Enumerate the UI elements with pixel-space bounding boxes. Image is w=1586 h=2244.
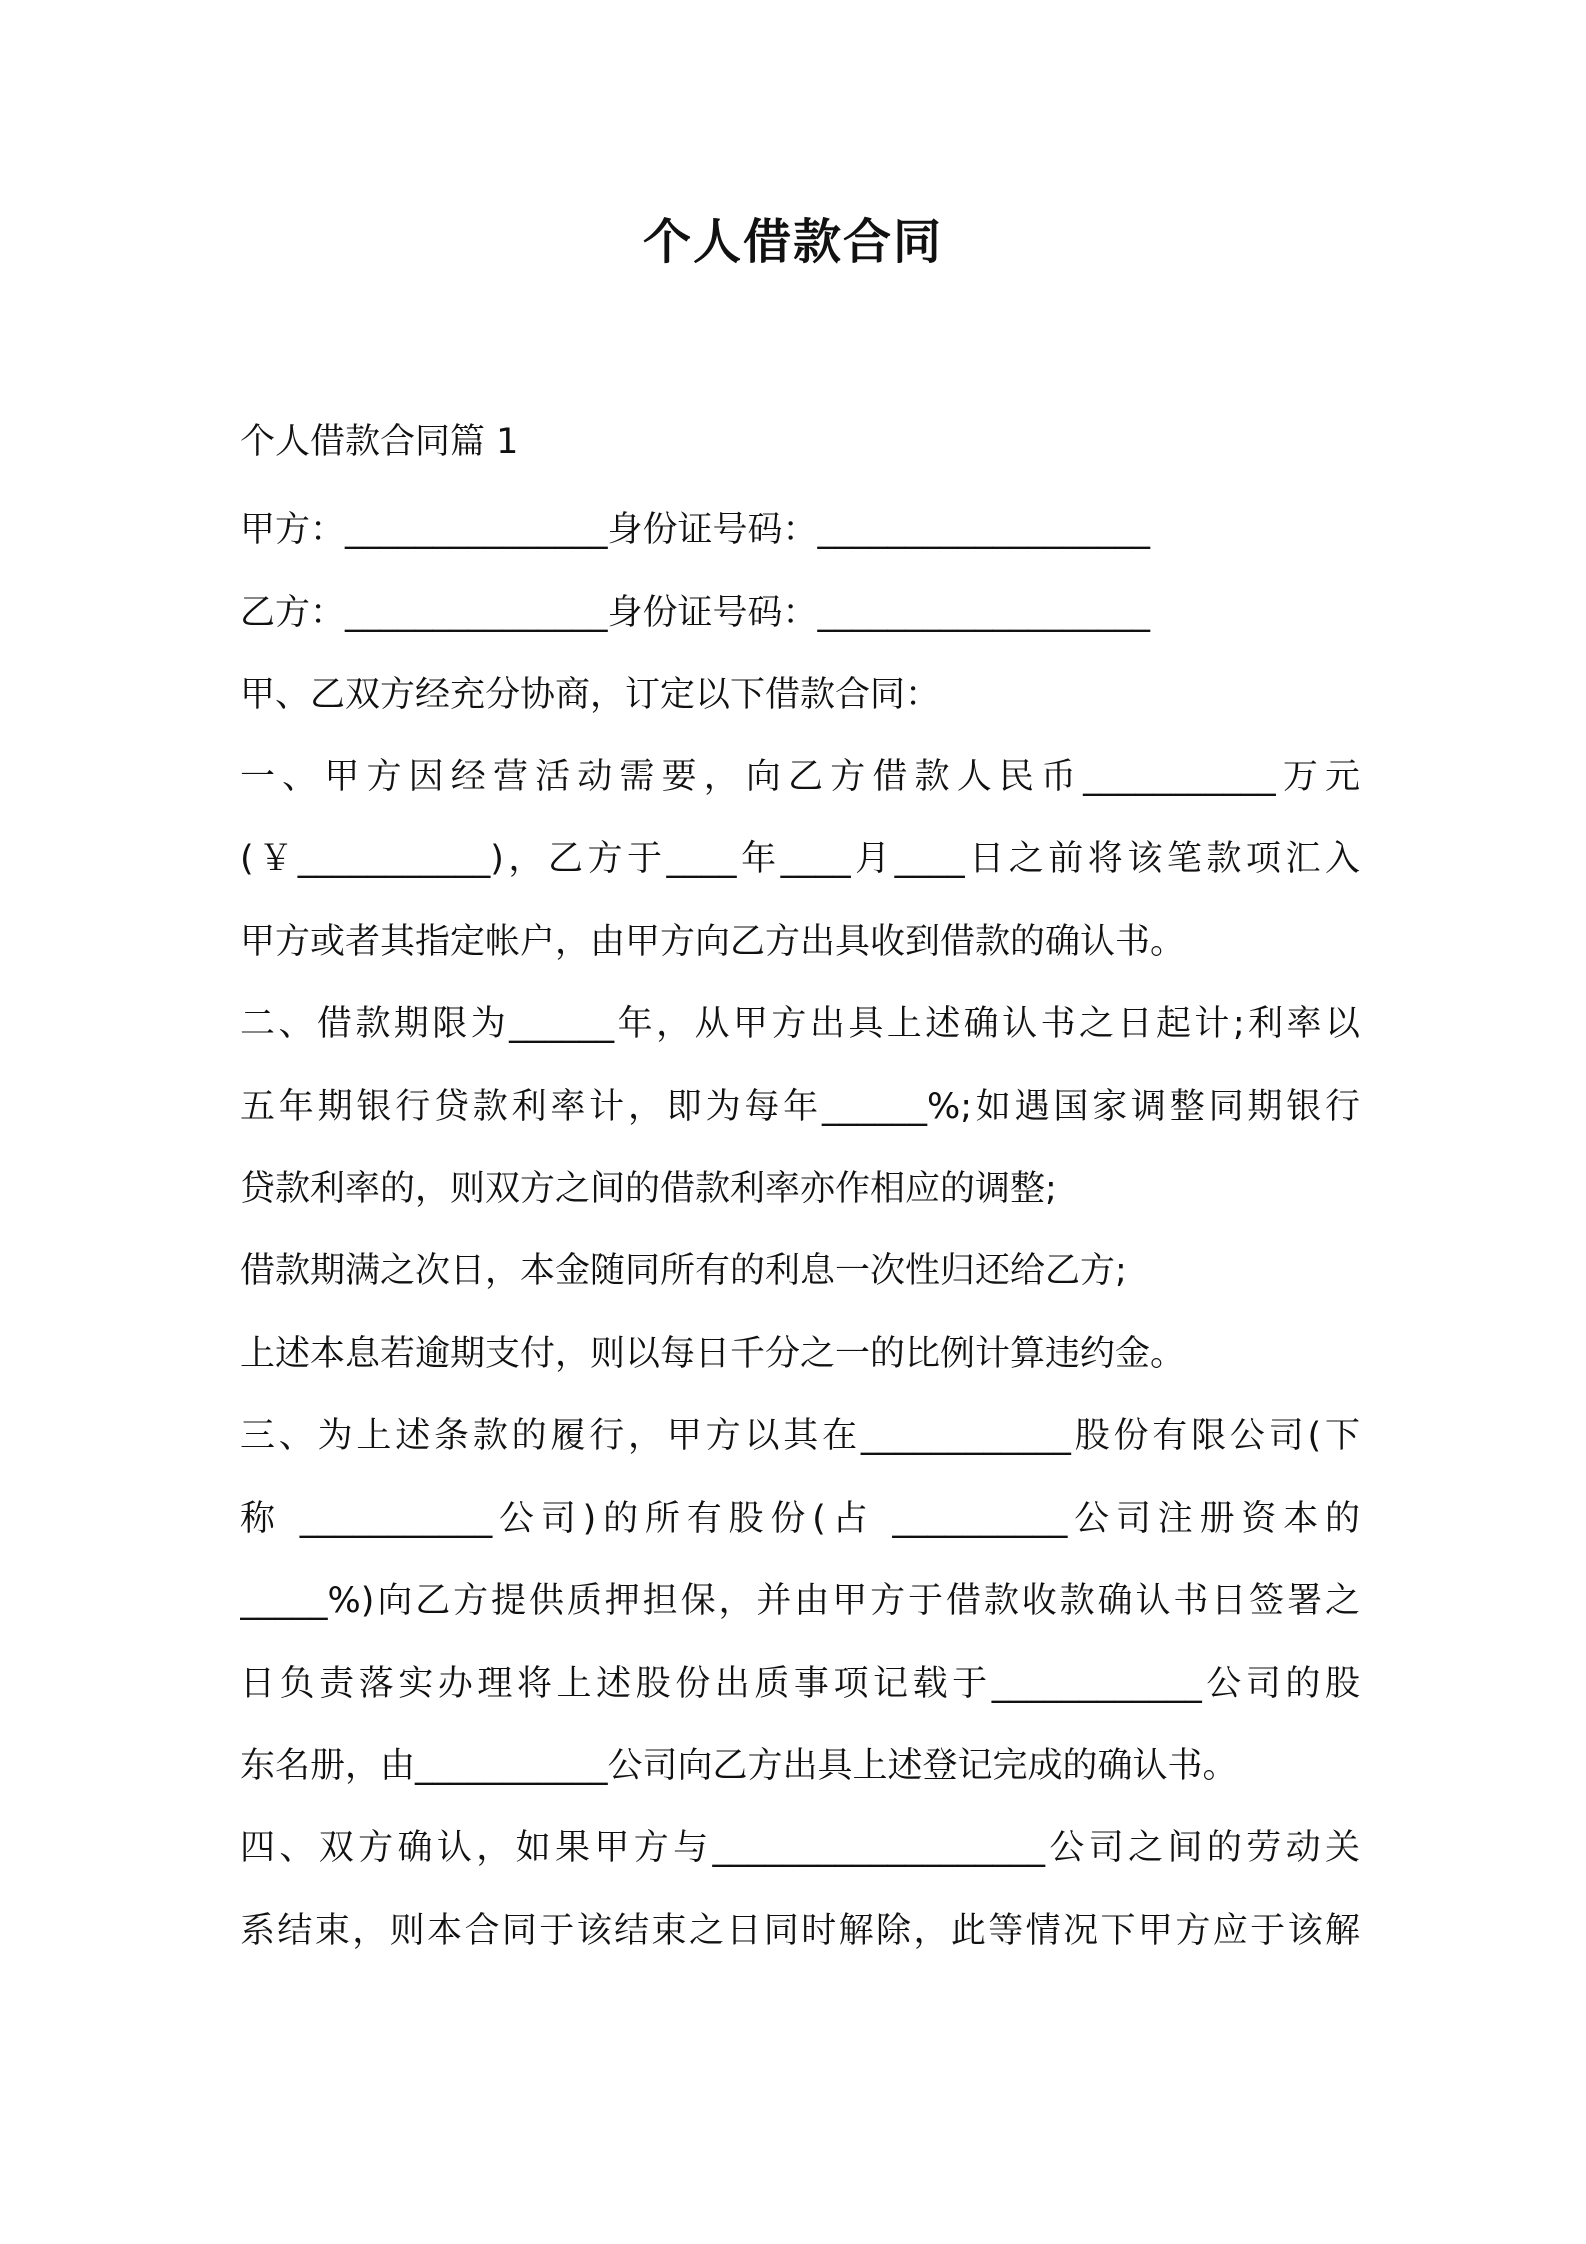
party-b-line: 乙方：_______________身份证号码：___________________ (240, 593, 1151, 633)
clause-1-line-3: 甲方或者其指定帐户，由甲方向乙方出具收到借款的确认书。 (240, 922, 1186, 962)
clause-3-line-1: 三、为上述条款的履行，甲方以其在____________股份有限公司(下 (240, 1416, 1360, 1456)
agreement-intro: 甲、乙双方经充分协商，订定以下借款合同： (240, 675, 941, 715)
clause-3-line-2: 称 ___________公司)的所有股份(占 __________公司注册资本的 (240, 1499, 1360, 1539)
clause-3-line-4: 日负责落实办理将上述股份出质事项记载于____________公司的股 (240, 1664, 1360, 1704)
clause-3-line-5: 东名册，由___________公司向乙方出具上述登记完成的确认书。 (240, 1746, 1238, 1786)
party-a-line: 甲方：_______________身份证号码：___________________ (240, 510, 1151, 550)
clause-4-line-1: 四、双方确认，如果甲方与___________________公司之间的劳动关 (240, 1828, 1360, 1868)
clause-2-line-1: 二、借款期限为______年，从甲方出具上述确认书之日起计;利率以 (240, 1004, 1360, 1044)
clause-3-line-3: _____%)向乙方提供质押担保，并由甲方于借款收款确认书日签署之 (240, 1581, 1360, 1621)
document-title: 个人借款合同 (642, 214, 943, 270)
clause-4-line-2: 系结束，则本合同于该结束之日同时解除，此等情况下甲方应于该解 (240, 1911, 1360, 1951)
section-heading: 个人借款合同篇 1 (240, 422, 519, 462)
clause-2-line-3: 贷款利率的，则双方之间的借款利率亦作相应的调整; (240, 1169, 1057, 1209)
clause-1-line-2: (￥___________)，乙方于____年____月____日之前将该笔款项汇入 (240, 839, 1360, 879)
clause-2-line-4: 借款期满之次日，本金随同所有的利息一次性归还给乙方; (240, 1251, 1127, 1291)
clause-1-line-1: 一、甲方因经营活动需要，向乙方借款人民币___________万元 (240, 757, 1360, 797)
clause-2-line-5: 上述本息若逾期支付，则以每日千分之一的比例计算违约金。 (240, 1334, 1186, 1374)
clause-2-line-2: 五年期银行贷款利率计，即为每年______%;如遇国家调整同期银行 (240, 1087, 1360, 1127)
